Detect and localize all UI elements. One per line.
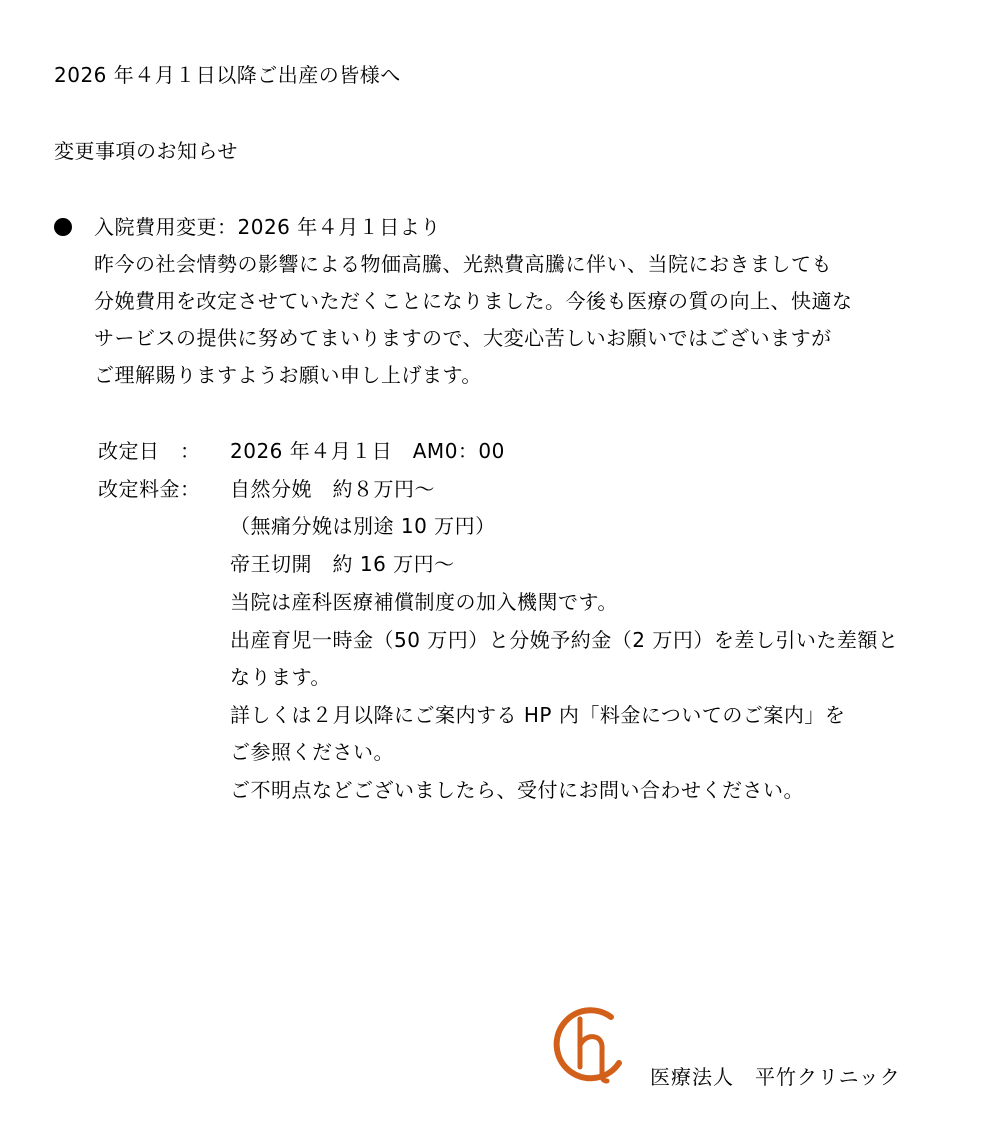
organization-name: 医療法人 平竹クリニック	[650, 1065, 901, 1089]
fee-line: なります。	[230, 665, 331, 689]
revision-fee-label: 改定料金：	[98, 477, 201, 501]
fee-line: 帝王切開 約 16 万円～	[230, 552, 455, 576]
fee-line: 当院は産科医療補償制度の加入機関です。	[230, 590, 618, 614]
fee-line: （無痛分娩は別途 10 万円）	[230, 514, 496, 538]
fee-line: 出産育児一時金（50 万円）と分娩予約金（2 万円）を差し引いた差額と	[230, 628, 899, 652]
fee-line: ご不明点などございましたら、受付にお問い合わせください。	[230, 778, 804, 802]
revision-date-label: 改定日 ：	[98, 439, 201, 463]
revision-date-value: 2026 年４月１日 AM0：00	[230, 439, 505, 463]
notice-addressee: 2026 年４月１日以降ご出産の皆様へ	[54, 63, 401, 87]
bullet-icon	[54, 218, 72, 236]
fee-line: ご参照ください。	[230, 740, 394, 764]
clinic-logo	[553, 1005, 633, 1087]
bullet-heading: 入院費用変更：2026 年４月１日より	[94, 215, 441, 239]
bullet-body-line: サービスの提供に努めてまいりますので、大変心苦しいお願いではございますが	[94, 326, 832, 350]
fee-line: 自然分娩 約８万円～	[230, 477, 435, 501]
logo-h-arch	[580, 1037, 607, 1081]
fee-line: 詳しくは２月以降にご案内する HP 内「料金についてのご案内」を	[230, 703, 846, 727]
bullet-body-line: 分娩費用を改定させていただくことになりました。今後も医療の質の向上、快適な	[94, 289, 853, 313]
bullet-body-line: ご理解賜りますようお願い申し上げます。	[94, 363, 482, 387]
notice-title: 変更事項のお知らせ	[54, 139, 238, 163]
logo-ring	[557, 1010, 619, 1078]
bullet-body-line: 昨今の社会情勢の影響による物価高騰、光熱費高騰に伴い、当院におきましても	[94, 252, 832, 276]
